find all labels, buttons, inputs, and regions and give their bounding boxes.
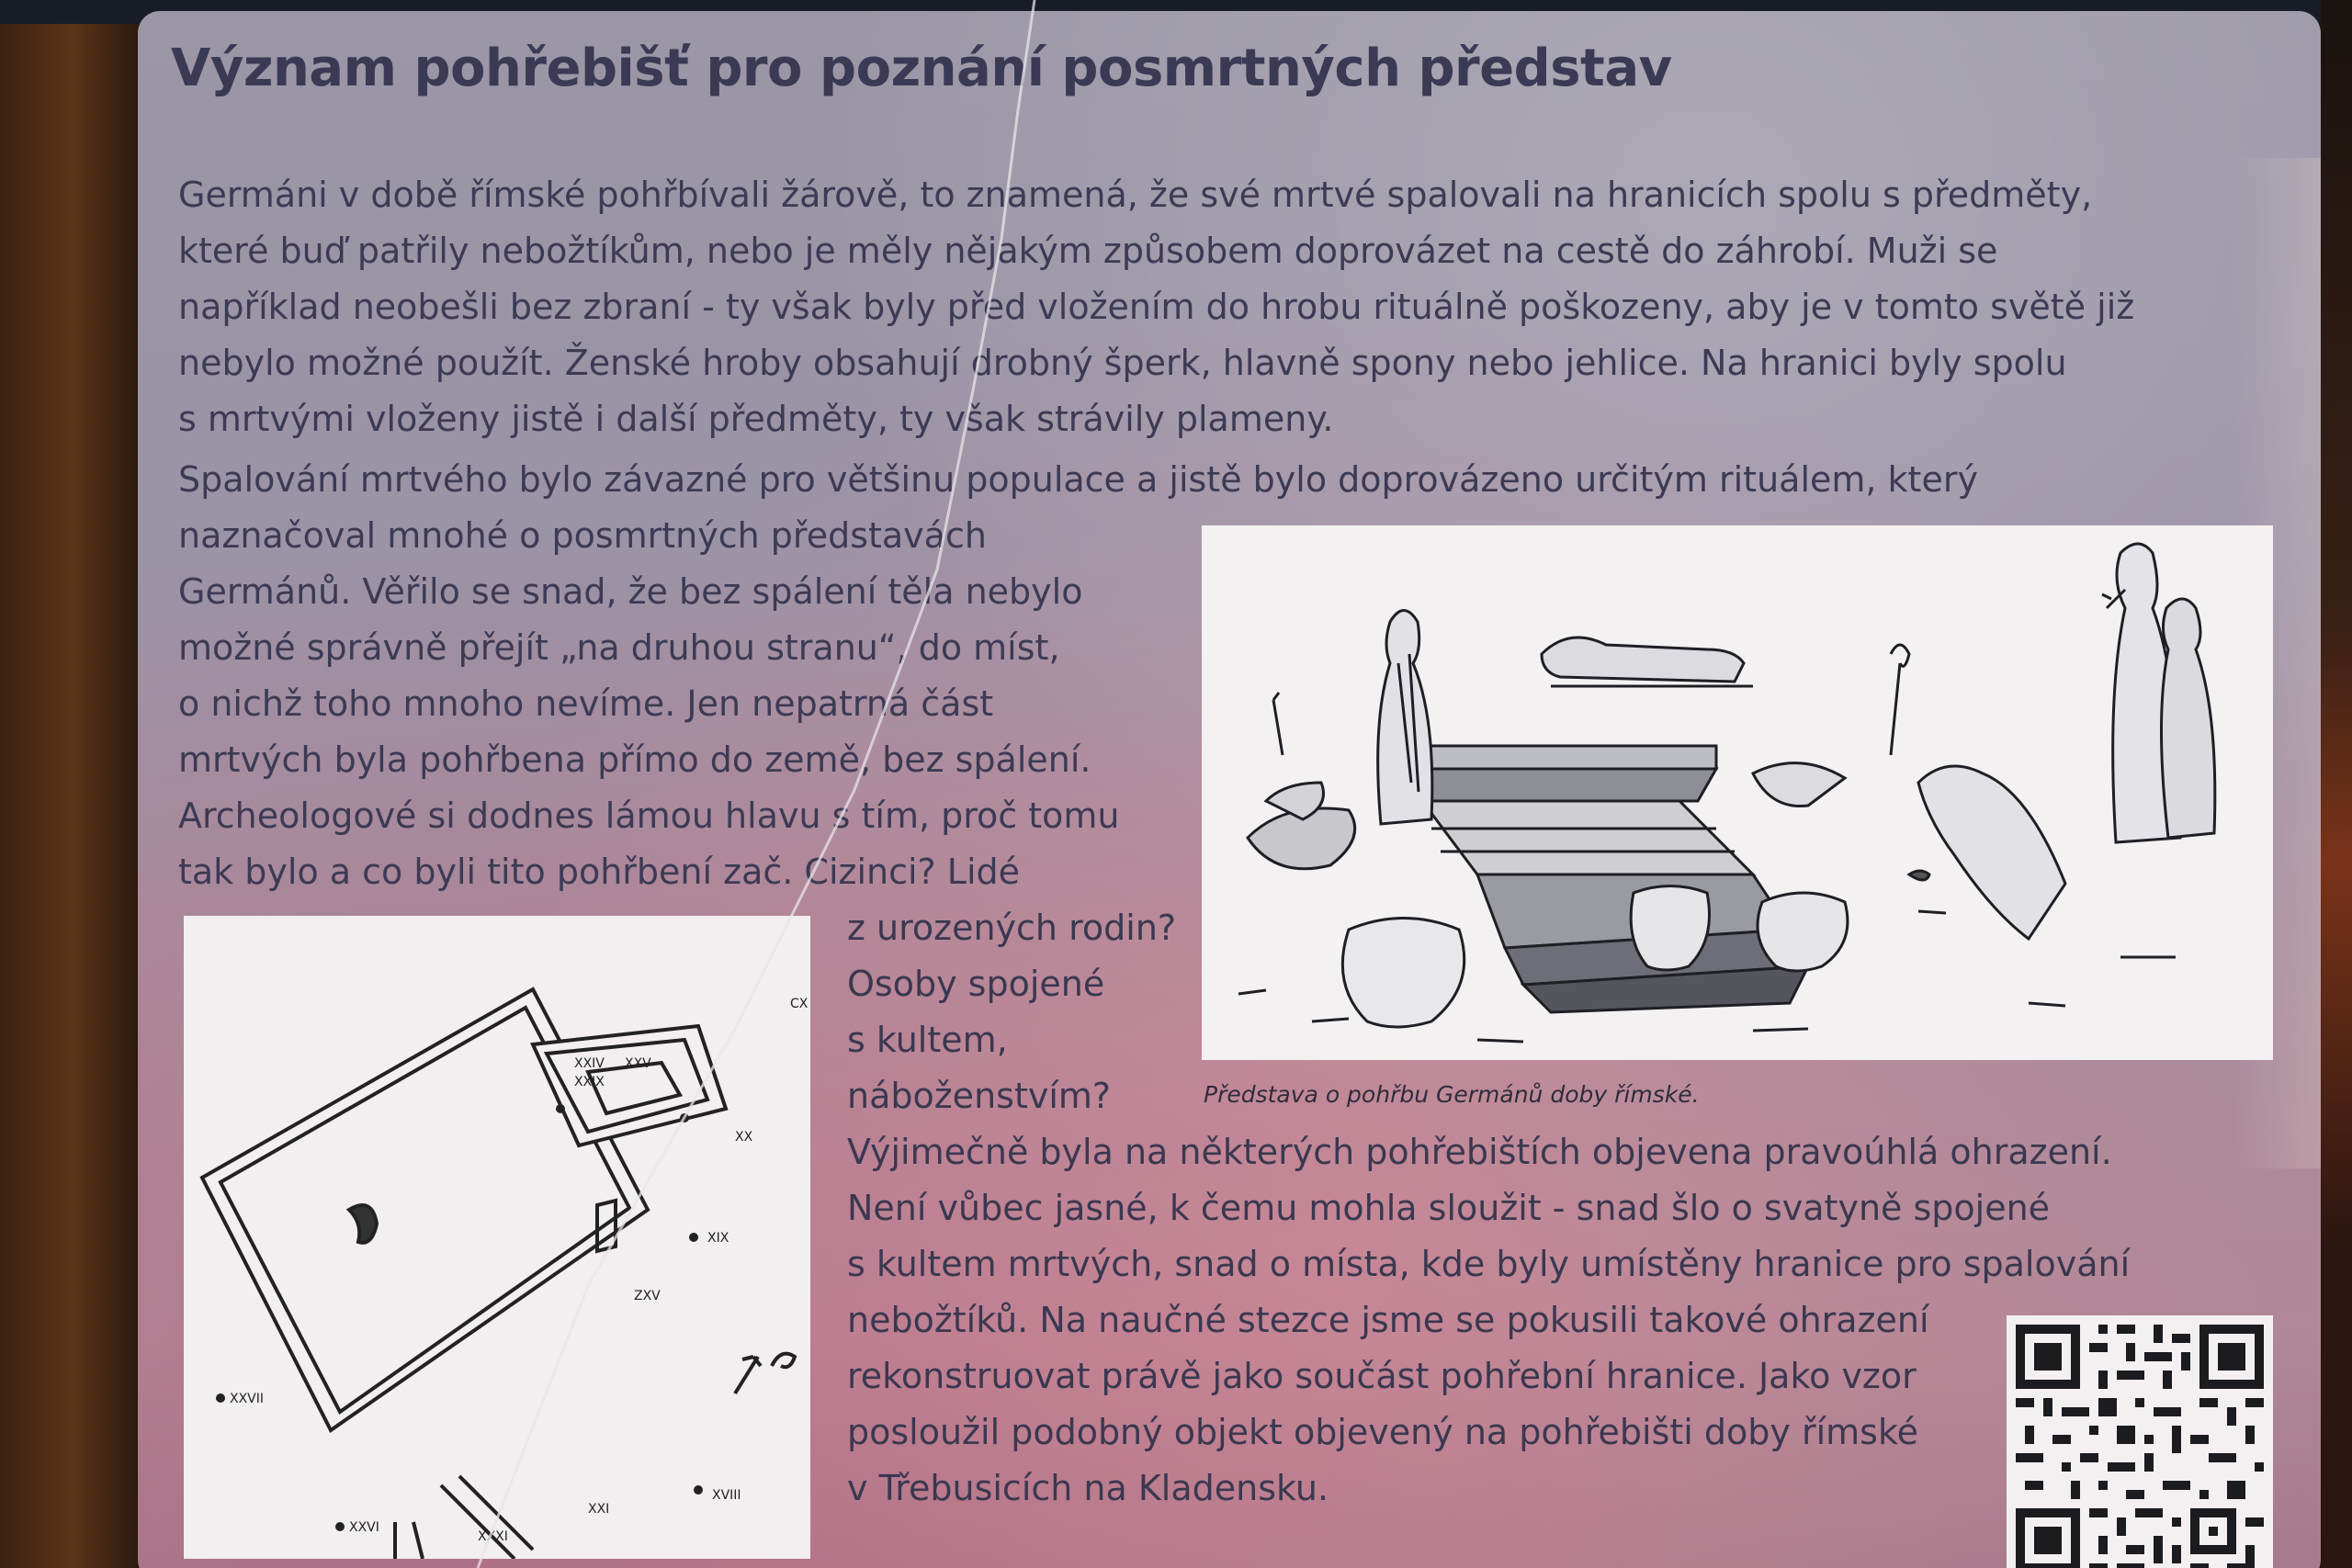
plan-label: CX	[790, 997, 808, 1011]
text-line: naznačoval mnohé o posmrtných představách	[178, 515, 987, 556]
text-line: možné správně přejít „na druhou stranu“, do míst,	[178, 627, 1060, 668]
text-line: s kultem mrtvých, snad o místa, kde byly umístěny hranice pro spalování	[847, 1244, 2131, 1284]
text-line: rekonstruovat právě jako součást pohřební hranice. Jako vzor	[847, 1356, 1917, 1396]
burial-illustration	[1202, 525, 2273, 1060]
text-line: mrtvých byla pohřbena přímo do země, bez spálení.	[178, 739, 1091, 780]
text-line: Germáni v době římské pohřbívali žárově, to znamená, že své mrtvé spalovali na hranicích spolu s předměty,	[178, 175, 2093, 215]
paragraph-2-first-line	[178, 452, 1978, 508]
text-line: Není vůbec jasné, k čemu mohla sloužit - snad šlo o svatyně spojené	[847, 1188, 2051, 1228]
paragraph-2-column	[847, 900, 1176, 1124]
text-line: Archeologové si dodnes lámou hlavu s tím, proč tomu	[178, 795, 1120, 836]
text-line: tak bylo a co byli tito pohřbení zač. Cizinci? Lidé	[178, 852, 1021, 892]
text-line: o nichž toho mnoho nevíme. Jen nepatrná část	[178, 683, 994, 724]
text-line: které buď patřily nebožtíkům, nebo je měly nějakým způsobem doprovázet na cestě do záhrobí. Muži se	[178, 231, 1998, 271]
qr-code[interactable]	[2007, 1315, 2273, 1568]
plan-label: XXV	[625, 1056, 651, 1071]
plan-label: XXIX	[574, 1075, 605, 1089]
plan-label: XXI	[588, 1502, 610, 1517]
paragraph-3	[847, 1124, 2130, 1517]
plan-label: XX	[735, 1130, 753, 1145]
plan-label: XXXI	[478, 1529, 508, 1544]
plan-label: XXVI	[349, 1520, 379, 1535]
text-line: náboženstvím?	[847, 1076, 1112, 1116]
plan-label: XXVII	[230, 1392, 265, 1406]
plan-label: XXIV	[574, 1056, 605, 1071]
illustration-caption: Představa o pohřbu Germánů doby římské.	[1204, 1081, 1700, 1108]
text-line: z urozených rodin?	[847, 908, 1177, 948]
info-panel	[138, 11, 2321, 1568]
text-line: posloužil podobný objekt objevený na pohřebišti doby římské	[847, 1412, 1918, 1452]
plan-label: XVIII	[712, 1488, 741, 1503]
text-line: například neobešli bez zbraní - ty však byly před vložením do hrobu rituálně poškozeny, aby je v tomto světě již	[178, 287, 2135, 327]
text-line: Spalování mrtvého bylo závazné pro většinu populace a jistě bylo doprovázeno určitým rituálem, který	[178, 459, 1978, 500]
paragraph-2-wrapped	[178, 508, 1226, 900]
paragraph-1	[178, 167, 2134, 447]
panel-title: Význam pohřebišť pro poznání posmrtných představ	[171, 39, 1672, 98]
text-line: nebylo možné použít. Ženské hroby obsahují drobný šperk, hlavně spony nebo jehlice. Na hranici byly spolu	[178, 343, 2067, 383]
text-line: v Třebusicích na Kladensku.	[847, 1468, 1329, 1508]
qr-code-icon	[2007, 1315, 2273, 1568]
enclosure-plan-drawing	[184, 916, 810, 1559]
frame-right	[2321, 0, 2352, 1568]
text-line: s mrtvými vloženy jistě i další předměty, ty však strávily plameny.	[178, 399, 1334, 439]
text-line: Osoby spojené	[847, 964, 1105, 1004]
enclosure-plan	[184, 916, 810, 1559]
plan-label: ZXV	[634, 1289, 661, 1303]
text-line: Výjimečně byla na některých pohřebištích objevena pravoúhlá ohrazení.	[847, 1132, 2112, 1172]
text-line: nebožtíků. Na naučné stezce jsme se pokusili takové ohrazení	[847, 1300, 1929, 1340]
funeral-pyre-drawing	[1202, 525, 2273, 1060]
text-line: s kultem,	[847, 1020, 1008, 1060]
text-line: Germánů. Věřilo se snad, že bez spálení těla nebylo	[178, 571, 1083, 612]
plan-label: XIX	[707, 1231, 729, 1246]
